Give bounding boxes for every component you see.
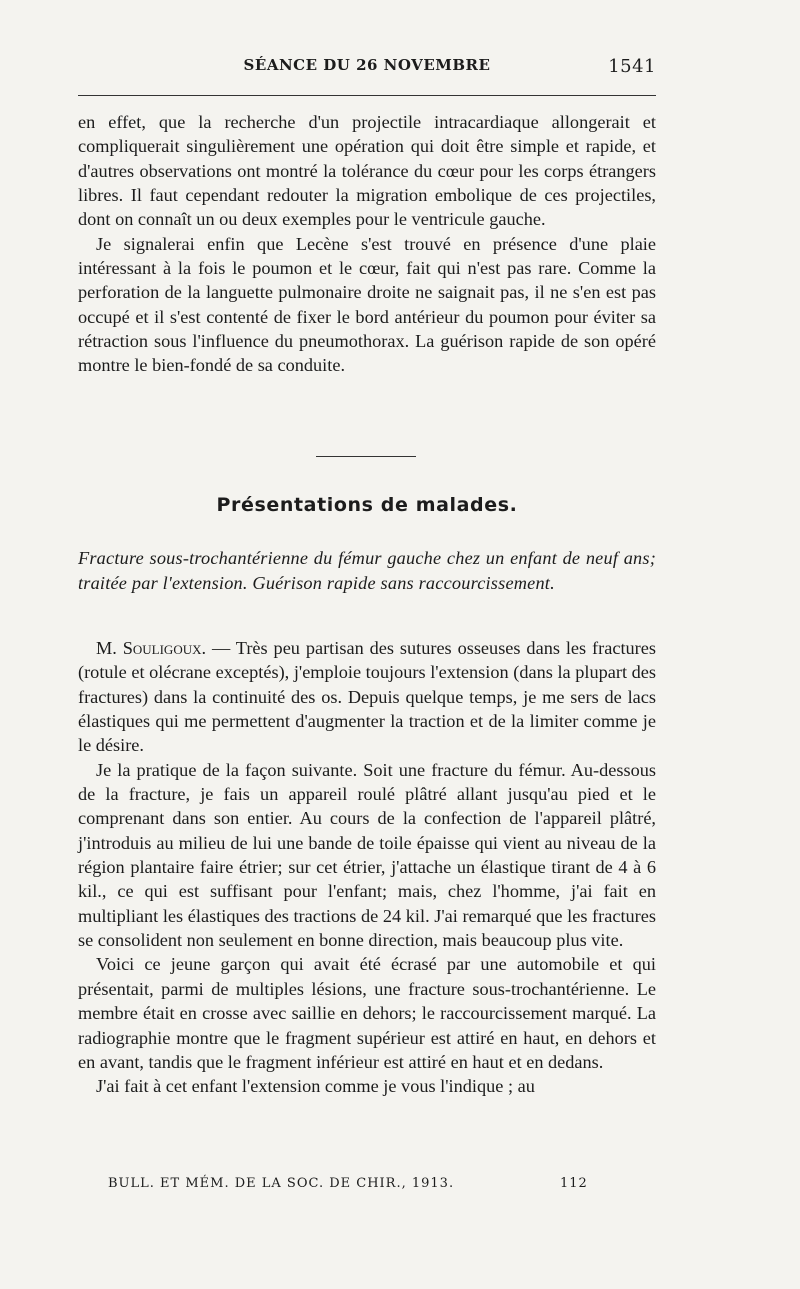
paragraph-text: — Très peu partisan des sutures osseuses dans les fractures (rotule et olécrane exceptés), j'emploie toujours l'extension (dans la plupart des fractures) dans la continuité des os. Depuis quelque temps, je me sers de lacs élastiques qui me permettent d'augmenter la traction et de la limiter comme je le désire. xyxy=(78,638,656,756)
case-subtitle: Fracture sous-trochantérienne du fémur gauche chez un enfant de neuf ans; traitée par l'extension. Guérison rapide sans raccourcissement. xyxy=(78,548,656,593)
paragraph: en effet, que la recherche d'un projectile intracardiaque allongerait et compliquerait singulièrement une opération qui doit être simple et rapide, et d'autres observations ont montré la tolérance du cœur pour les corps étrangers libres. Il faut cependant redouter la migration embolique de ces projectiles, dont on connaît un ou deux exemples pour le ventricule gauche. xyxy=(78,112,656,230)
paragraph: Je signalerai enfin que Lecène s'est trouvé en présence d'une plaie intéressant à la fois le poumon et le cœur, fait qui n'est pas rare. Comme la perforation de la languette pulmonaire droite ne saignait pas, il ne s'en est pas occupé et il s'est contenté de fixer le bord antérieur du poumon pour éviter sa rétraction sous l'influence du pneumothorax. La guérison rapide de son opéré montre le bien-fondé de sa conduite. xyxy=(78,233,656,376)
paragraph: Voici ce jeune garçon qui avait été écrasé par une automobile et qui présentait, parmi de multiples lésions, une fracture sous-trochantérienne. Le membre était en crosse avec saillie en dehors; le raccourcissement marqué. La radiographie montre que le fragment supérieur est attiré en haut, en dehors et en avant, tandis que le fragment inférieur est attiré en haut et en dedans. xyxy=(78,954,656,1072)
header-rule xyxy=(78,95,656,96)
intro-text xyxy=(78,110,656,378)
paragraph: J'ai fait à cet enfant l'extension comme je vous l'indique ; au xyxy=(96,1076,535,1097)
running-head xyxy=(78,56,656,82)
journal-reference: BULL. ET MÉM. DE LA SOC. DE CHIR., 1913. xyxy=(108,1176,455,1191)
section-separator xyxy=(316,456,416,457)
signature-mark: 112 xyxy=(560,1176,588,1191)
paragraph: Je la pratique de la façon suivante. Soit une fracture du fémur. Au-dessous de la fracture, je fais un appareil roulé plâtré allant jusqu'au pied et le comprenant dans son entier. Au cours de la confection de l'appareil plâtré, j'introduis au milieu de lui une bande de toile épaisse qui vient au niveau de la région plantaire faire étrier; sur cet étrier, j'attache un élastique tirant de 4 à 6 kil., ce qui est suffisant pour l'enfant; mais, chez l'homme, j'ai fait en multipliant les élastiques des tractions de 24 kil. J'ai remarqué que les fractures se consolident non seulement en bonne direction, mais beaucoup plus vite. xyxy=(78,759,656,951)
speaker-name: M. Souligoux. xyxy=(96,638,207,658)
page-footer xyxy=(78,1176,656,1198)
main-text xyxy=(78,636,656,1099)
paragraph xyxy=(78,636,656,758)
page-number: 1541 xyxy=(608,56,656,77)
running-title: SÉANCE DU 26 NOVEMBRE xyxy=(243,56,491,74)
section-title: Présentations de malades. xyxy=(216,494,518,516)
